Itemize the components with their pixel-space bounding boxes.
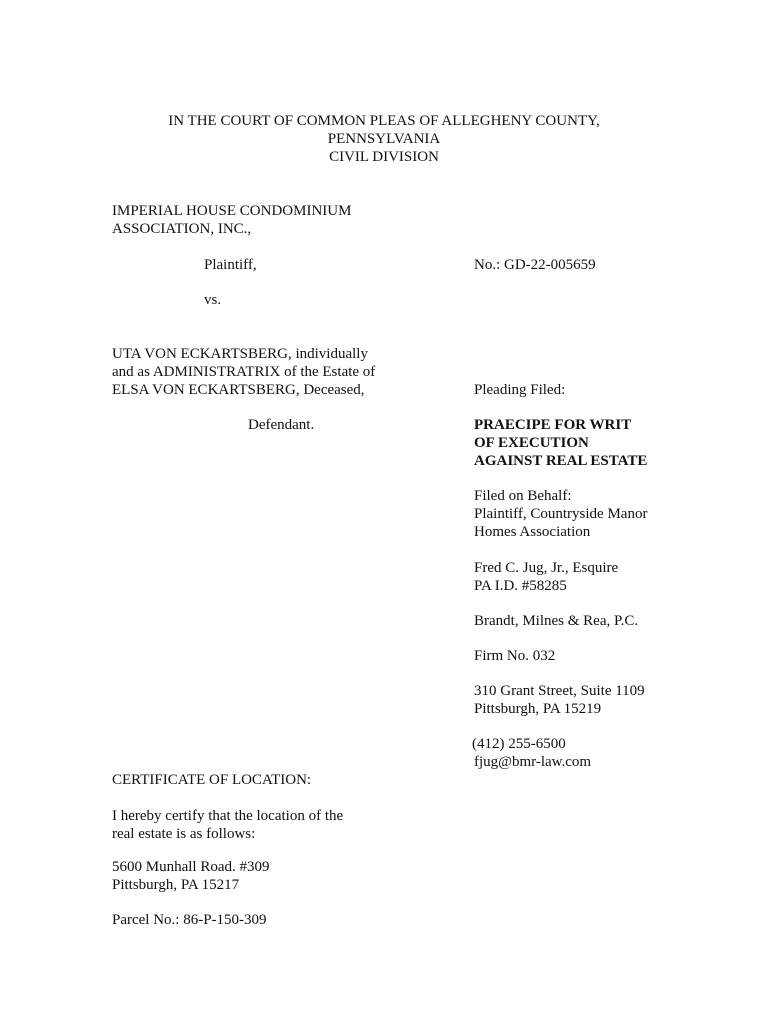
counsel-email: fjug@bmr-law.com: [474, 754, 592, 770]
defendant-name-line1: UTA VON ECKARTSBERG, individually: [112, 346, 368, 362]
versus-label: vs.: [204, 292, 222, 308]
law-firm-name: Brandt, Milnes & Rea, P.C.: [474, 613, 639, 629]
counsel-name: Fred C. Jug, Jr., Esquire: [474, 560, 619, 576]
counsel-phone: (412) 255-6500: [472, 736, 566, 752]
court-division: CIVIL DIVISION: [329, 149, 439, 165]
parcel-number: Parcel No.: 86-P-150-309: [112, 912, 267, 928]
pleading-filed-label: Pleading Filed:: [474, 382, 566, 398]
counsel-pa-id: PA I.D. #58285: [474, 578, 567, 594]
filed-on-behalf-line1: Plaintiff, Countryside Manor: [474, 506, 648, 522]
filed-on-behalf-line2: Homes Association: [474, 524, 591, 540]
defendant-name-line2: and as ADMINISTRATRIX of the Estate of: [112, 364, 376, 380]
certificate-heading: CERTIFICATE OF LOCATION:: [112, 772, 312, 788]
firm-number: Firm No. 032: [474, 648, 556, 664]
court-state: PENNSYLVANIA: [327, 131, 441, 147]
pleading-title-line1: PRAECIPE FOR WRIT: [474, 417, 632, 433]
firm-address-line2: Pittsburgh, PA 15219: [474, 701, 602, 717]
filed-on-behalf-label: Filed on Behalf:: [474, 488, 572, 504]
pleading-title-line3: AGAINST REAL ESTATE: [474, 453, 648, 469]
certificate-text-line2: real estate is as follows:: [112, 826, 256, 842]
pleading-title-line2: OF EXECUTION: [474, 435, 589, 451]
case-number: No.: GD-22-005659: [474, 257, 596, 273]
plaintiff-name-line1: IMPERIAL HOUSE CONDOMINIUM: [112, 203, 352, 219]
property-address-line1: 5600 Munhall Road. #309: [112, 859, 270, 875]
defendant-role: Defendant.: [248, 417, 315, 433]
defendant-name-line3: ELSA VON ECKARTSBERG, Deceased,: [112, 382, 365, 398]
plaintiff-role: Plaintiff,: [204, 257, 257, 273]
court-name-line1: IN THE COURT OF COMMON PLEAS OF ALLEGHENY COUNTY,: [168, 113, 600, 129]
plaintiff-name-line2: ASSOCIATION, INC.,: [112, 221, 252, 237]
firm-address-line1: 310 Grant Street, Suite 1109: [474, 683, 645, 699]
certificate-text-line1: I hereby certify that the location of the: [112, 808, 344, 824]
property-address-line2: Pittsburgh, PA 15217: [112, 877, 240, 893]
